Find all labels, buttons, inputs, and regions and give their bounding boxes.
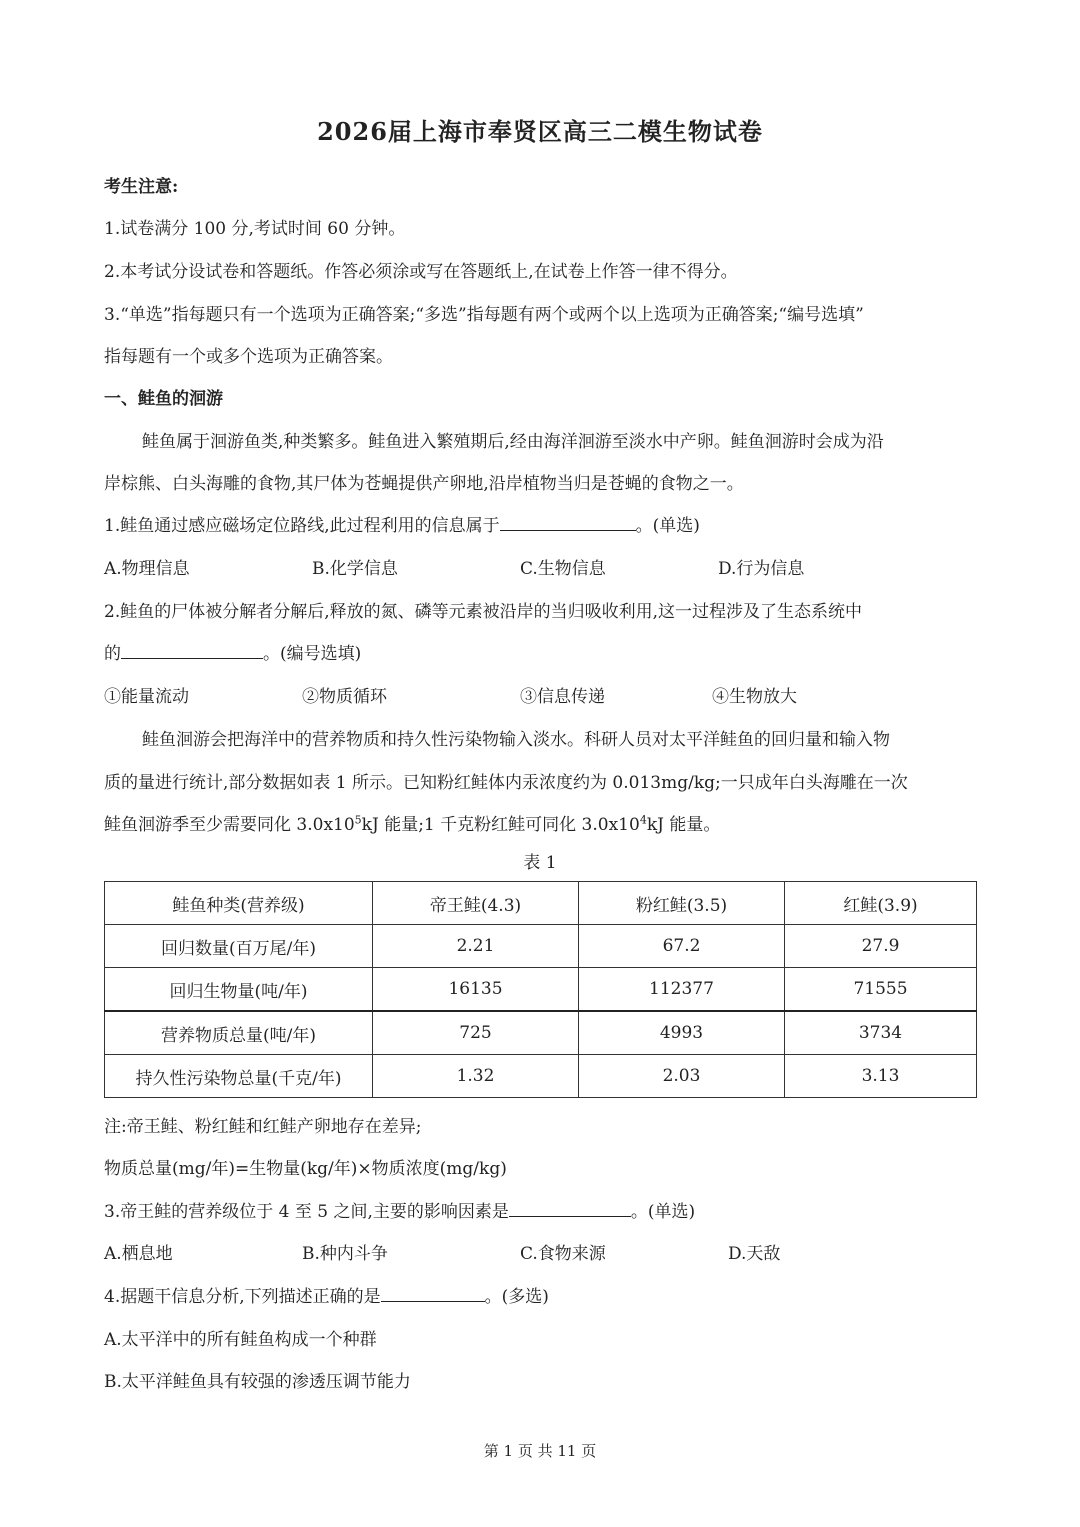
table-header-cell: 帝王鲑(4.3) (373, 882, 579, 925)
table-header-cell: 鲑鱼种类(营养级) (105, 882, 373, 925)
question-3-tail: 。(单选) (630, 1202, 696, 1222)
question-1 (104, 511, 700, 536)
q3-option-c: C.食物来源 (520, 1244, 606, 1264)
q1-option-c: C.生物信息 (520, 559, 606, 579)
q1-option-d: D.行为信息 (718, 559, 805, 579)
intro-paragraph-line1: 鲑鱼属于洄游鱼类,种类繁多。鲑鱼进入繁殖期后,经由海洋洄游至淡水中产卵。鲑鱼洄游时会成为沿 (142, 432, 884, 452)
q2-option-2: ②物质循环 (302, 687, 387, 707)
table-row (105, 1011, 977, 1055)
q1-option-a: A.物理信息 (104, 559, 190, 579)
notice-item-3-line1: 3.“单选”指每题只有一个选项为正确答案;“多选”指每题有两个或两个以上选项为正确答案;“编号选填” (104, 305, 864, 325)
paragraph-2-line1: 鲑鱼洄游会把海洋中的营养物质和持久性污染物输入淡水。科研人员对太平洋鲑鱼的回归量和输入物 (142, 730, 890, 750)
table-cell: 2.21 (373, 925, 579, 968)
question-2-pre: 的 (104, 644, 121, 664)
table-cell: 112377 (579, 968, 785, 1012)
table-cell: 71555 (785, 968, 977, 1012)
exam-title: 2026届上海市奉贤区高三二模生物试卷 (317, 117, 763, 146)
table-cell: 27.9 (785, 925, 977, 968)
energy-text-a: 鲑鱼洄游季至少需要同化 3.0x10 (104, 815, 355, 835)
q1-option-b: B.化学信息 (312, 559, 398, 579)
table-row (105, 925, 977, 968)
energy-text-b: kJ 能量;1 千克粉红鲑可同化 3.0x10 (361, 815, 640, 835)
table-cell: 4993 (579, 1011, 785, 1055)
table-cell: 2.03 (579, 1055, 785, 1098)
table-note-1: 注:帝王鲑、粉红鲑和红鲑产卵地存在差异; (104, 1117, 422, 1137)
question-2-line1: 2.鲑鱼的尸体被分解者分解后,释放的氮、磷等元素被沿岸的当归吸收利用,这一过程涉及了生态系统中 (104, 602, 863, 622)
section-heading: 一、鲑鱼的洄游 (104, 389, 223, 409)
answer-blank (509, 1198, 631, 1217)
table-cell: 3.13 (785, 1055, 977, 1098)
question-4-tail: 。(多选) (484, 1287, 549, 1307)
notice-item-2: 2.本考试分设试卷和答题纸。作答必须涂或写在答题纸上,在试卷上作答一律不得分。 (104, 262, 738, 282)
table-cell: 725 (373, 1011, 579, 1055)
table-cell: 营养物质总量(吨/年) (105, 1011, 373, 1055)
table-cell: 1.32 (373, 1055, 579, 1098)
question-2-tail: 。(编号选填) (263, 644, 362, 664)
paragraph-2-line3 (104, 810, 720, 835)
table-cell: 回归生物量(吨/年) (105, 968, 373, 1012)
table-cell: 回归数量(百万尾/年) (105, 925, 373, 968)
notice-heading: 考生注意: (104, 177, 179, 197)
table-row (105, 1055, 977, 1098)
table-cell: 持久性污染物总量(千克/年) (105, 1055, 373, 1098)
q4-option-b: B.太平洋鲑鱼具有较强的渗透压调节能力 (104, 1372, 411, 1392)
energy-text-c: kJ 能量。 (646, 815, 721, 835)
question-3-stem: 3.帝王鲑的营养级位于 4 至 5 之间,主要的影响因素是 (104, 1202, 509, 1222)
table-header-cell: 粉红鲑(3.5) (579, 882, 785, 925)
notice-item-3-line2: 指每题有一个或多个选项为正确答案。 (104, 347, 393, 367)
exponent-b: 4 (639, 813, 647, 827)
q3-option-b: B.种内斗争 (302, 1244, 388, 1264)
table-caption: 表 1 (523, 853, 557, 873)
q3-option-a: A.栖息地 (104, 1244, 173, 1264)
q2-option-4: ④生物放大 (712, 687, 797, 707)
table-note-2: 物质总量(mg/年)=生物量(kg/年)×物质浓度(mg/kg) (104, 1159, 507, 1179)
q4-option-a: A.太平洋中的所有鲑鱼构成一个种群 (104, 1330, 377, 1350)
table-cell: 67.2 (579, 925, 785, 968)
table-cell: 16135 (373, 968, 579, 1012)
question-4 (104, 1282, 549, 1307)
q2-option-1: ①能量流动 (104, 687, 189, 707)
table-header-cell: 红鲑(3.9) (785, 882, 977, 925)
question-1-tail: 。(单选) (635, 516, 700, 536)
question-3 (104, 1197, 695, 1222)
q2-option-3: ③信息传递 (520, 687, 605, 707)
salmon-data-table (104, 881, 977, 1098)
question-2-line2 (104, 639, 361, 664)
table-header-row (105, 882, 977, 925)
answer-blank (121, 640, 263, 659)
page-footer: 第 1 页 共 11 页 (483, 1442, 597, 1460)
intro-paragraph-line2: 岸棕熊、白头海雕的食物,其尸体为苍蝇提供产卵地,沿岸植物当归是苍蝇的食物之一。 (104, 474, 744, 494)
answer-blank (500, 512, 636, 531)
notice-item-1: 1.试卷满分 100 分,考试时间 60 分钟。 (104, 219, 406, 239)
question-1-stem: 1.鲑鱼通过感应磁场定位路线,此过程利用的信息属于 (104, 516, 500, 536)
table-cell: 3734 (785, 1011, 977, 1055)
question-4-stem: 4.据题干信息分析,下列描述正确的是 (104, 1287, 381, 1307)
table-row (105, 968, 977, 1012)
q3-option-d: D.天敌 (728, 1244, 781, 1264)
paragraph-2-line2: 质的量进行统计,部分数据如表 1 所示。已知粉红鲑体内汞浓度约为 0.013mg/kg;一只成年白头海雕在一次 (104, 773, 908, 793)
exponent-a: 5 (354, 813, 362, 827)
answer-blank (381, 1283, 485, 1302)
